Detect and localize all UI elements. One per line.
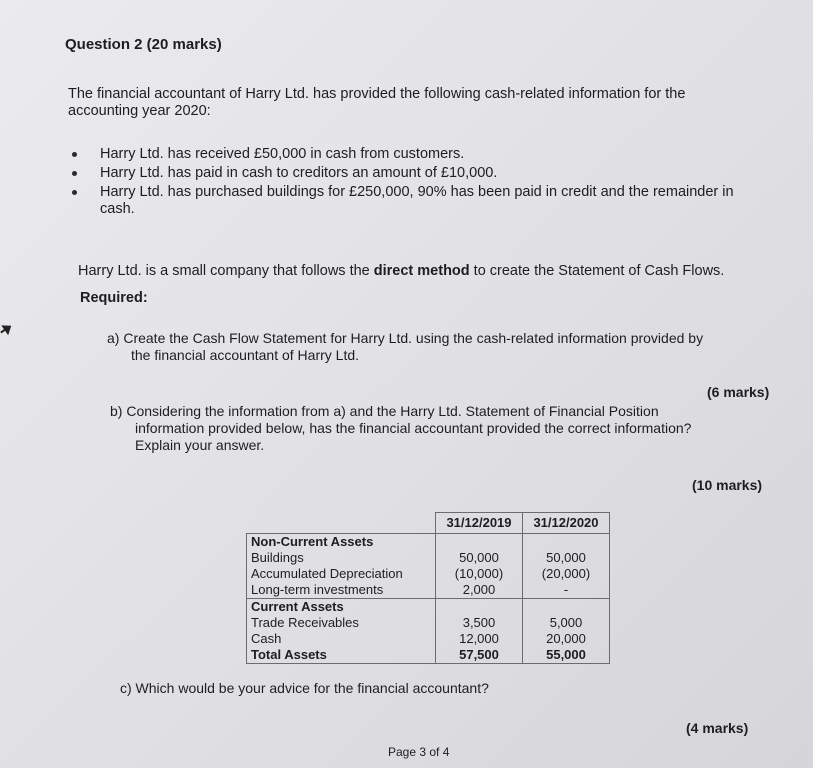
row-label: Cash — [247, 631, 436, 647]
cell-value: 50,000 — [436, 550, 523, 566]
part-b — [110, 403, 750, 454]
row-label-total: Total Assets — [247, 647, 436, 664]
cell-value: (10,000) — [436, 566, 523, 582]
table-row — [247, 582, 610, 599]
intro-line-1: The financial accountant of Harry Ltd. has provided the following cash-related information for the — [68, 86, 686, 102]
financial-position-table — [246, 512, 610, 664]
part-b-marks: (10 marks) — [692, 477, 763, 493]
part-a-line-2: the financial accountant of Harry Ltd. — [131, 347, 360, 363]
bullet-icon — [72, 190, 77, 195]
bullet-icon — [72, 152, 77, 157]
cell-value: 2,000 — [436, 582, 523, 599]
required-label: Required: — [80, 290, 148, 306]
part-b-line-2: information provided below, has the financial accountant provided the correct information? — [135, 420, 692, 436]
cell-value-total: 57,500 — [436, 647, 523, 664]
cell-value: 12,000 — [436, 631, 523, 647]
column-header-2019: 31/12/2019 — [436, 513, 523, 534]
part-a-line-1: a) Create the Cash Flow Statement for Harry Ltd. using the cash-related information provided by — [107, 330, 704, 346]
section-label: Non-Current Assets — [247, 534, 436, 551]
table-row — [247, 534, 610, 551]
part-a — [107, 330, 767, 364]
intro-paragraph — [68, 86, 768, 120]
table-row — [247, 550, 610, 566]
list-item: Harry Ltd. has paid in cash to creditors an amount of £10,000. — [100, 165, 790, 182]
part-c-marks: (4 marks) — [686, 720, 749, 736]
table-row — [247, 566, 610, 582]
section-label: Current Assets — [247, 599, 436, 616]
cell-value: 3,500 — [436, 615, 523, 631]
row-label: Trade Receivables — [247, 615, 436, 631]
row-label: Buildings — [247, 550, 436, 566]
intro-line-2: accounting year 2020: — [68, 103, 211, 119]
part-b-line-1: b) Considering the information from a) and the Harry Ltd. Statement of Financial Position — [110, 403, 659, 419]
row-label: Accumulated Depreciation — [247, 566, 436, 582]
table-row — [247, 647, 610, 664]
table-row — [247, 631, 610, 647]
cell-value: 50,000 — [523, 550, 610, 566]
table-header-row — [247, 513, 610, 534]
cell-value: 20,000 — [523, 631, 610, 647]
cell-value: 5,000 — [523, 615, 610, 631]
page-number: Page 3 of 4 — [388, 745, 450, 759]
cash-info-list — [100, 146, 790, 220]
part-a-marks: (6 marks) — [707, 384, 770, 400]
row-label: Long-term investments — [247, 582, 436, 599]
table-row — [247, 615, 610, 631]
table-row — [247, 599, 610, 616]
part-c: c) Which would be your advice for the financial accountant? — [120, 680, 489, 696]
cell-value-total: 55,000 — [523, 647, 610, 664]
list-item-continuation: cash. — [100, 201, 135, 217]
question-heading: Question 2 (20 marks) — [65, 36, 222, 53]
bullet-icon — [72, 171, 77, 176]
cell-value: (20,000) — [523, 566, 610, 582]
list-item: Harry Ltd. has received £50,000 in cash from customers. — [100, 146, 790, 163]
part-b-line-3: Explain your answer. — [135, 437, 265, 453]
method-emphasis: direct method — [373, 263, 470, 279]
method-sentence: Harry Ltd. is a small company that follows the direct method to create the Statement of Cash Flows. — [78, 263, 725, 279]
cell-value: - — [523, 582, 610, 599]
cursor-arrow-icon — [1, 321, 14, 335]
list-item: Harry Ltd. has purchased buildings for £250,000, 90% has been paid in credit and the remainder in — [100, 184, 790, 201]
column-header-2020: 31/12/2020 — [523, 513, 610, 534]
